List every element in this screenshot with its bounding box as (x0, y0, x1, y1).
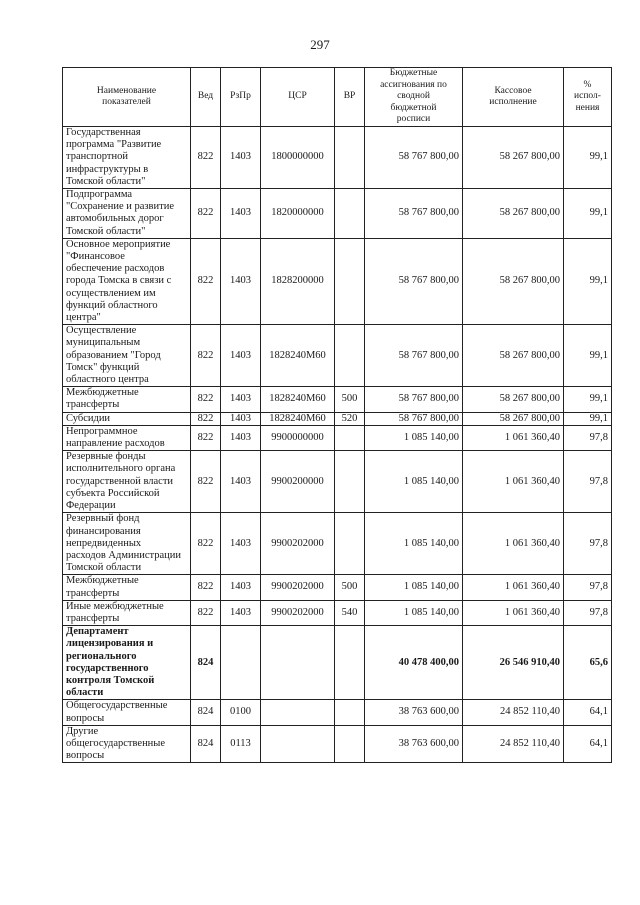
section-subsection-code: 1403 (221, 387, 261, 412)
target-article-code (261, 626, 335, 700)
header-execution-percent: % испол- нения (564, 68, 612, 127)
header-target-article-code: ЦСР (261, 68, 335, 127)
execution-percent-value: 99,1 (564, 189, 612, 239)
budget-allocation-value: 1 085 140,00 (365, 425, 463, 450)
page-number: 297 (310, 37, 330, 52)
department-code: 824 (191, 725, 221, 763)
table-row (63, 600, 612, 625)
expense-type-code: 500 (335, 387, 365, 412)
header-cash-execution: Кассовое исполнение (463, 68, 564, 127)
execution-percent-value: 97,8 (564, 451, 612, 513)
target-article-code: 1828240М60 (261, 325, 335, 387)
budget-allocation-value: 58 767 800,00 (365, 238, 463, 324)
table-body (63, 127, 612, 763)
department-code: 824 (191, 700, 221, 725)
section-subsection-code: 1403 (221, 513, 261, 575)
cash-execution-value: 1 061 360,40 (463, 575, 564, 600)
section-subsection-code: 1403 (221, 238, 261, 324)
budget-allocation-value: 58 767 800,00 (365, 325, 463, 387)
cash-execution-value: 58 267 800,00 (463, 325, 564, 387)
indicator-name: Общегосударственные вопросы (63, 700, 191, 725)
table-row (63, 189, 612, 239)
target-article-code (261, 700, 335, 725)
expense-type-code (335, 189, 365, 239)
budget-allocation-value: 38 763 600,00 (365, 700, 463, 725)
table-row (63, 725, 612, 763)
target-article-code: 1800000000 (261, 127, 335, 189)
execution-percent-value: 99,1 (564, 238, 612, 324)
indicator-name: Межбюджетные трансферты (63, 575, 191, 600)
expense-type-code (335, 238, 365, 324)
expense-type-code (335, 626, 365, 700)
department-code: 822 (191, 387, 221, 412)
section-subsection-code: 1403 (221, 575, 261, 600)
indicator-name: Резервные фонды исполнительного органа государственной власти субъекта Российской Федерации (63, 451, 191, 513)
cash-execution-value: 58 267 800,00 (463, 189, 564, 239)
table-header (63, 68, 612, 127)
budget-allocation-value: 1 085 140,00 (365, 451, 463, 513)
budget-allocation-value: 1 085 140,00 (365, 513, 463, 575)
department-code: 822 (191, 189, 221, 239)
cash-execution-value: 1 061 360,40 (463, 451, 564, 513)
budget-allocation-value: 1 085 140,00 (365, 600, 463, 625)
section-subsection-code: 1403 (221, 600, 261, 625)
table-row (63, 451, 612, 513)
target-article-code: 9900000000 (261, 425, 335, 450)
department-code: 822 (191, 325, 221, 387)
expense-type-code: 520 (335, 412, 365, 425)
execution-percent-value: 99,1 (564, 387, 612, 412)
execution-percent-value: 64,1 (564, 700, 612, 725)
department-code: 822 (191, 451, 221, 513)
indicator-name: Подпрограмма "Сохранение и развитие автомобильных дорог Томской области" (63, 189, 191, 239)
section-subsection-code (221, 626, 261, 700)
table-row (63, 238, 612, 324)
execution-percent-value: 97,8 (564, 425, 612, 450)
execution-percent-value: 97,8 (564, 575, 612, 600)
indicator-name: Субсидии (63, 412, 191, 425)
budget-allocation-value: 58 767 800,00 (365, 412, 463, 425)
table-row (63, 325, 612, 387)
cash-execution-value: 24 852 110,40 (463, 700, 564, 725)
indicator-name: Резервный фонд финансирования непредвиденных расходов Администрации Томской области (63, 513, 191, 575)
expense-type-code (335, 513, 365, 575)
expense-type-code (335, 725, 365, 763)
indicator-name: Департамент лицензирования и регионального государственного контроля Томской области (63, 626, 191, 700)
target-article-code: 1820000000 (261, 189, 335, 239)
target-article-code: 9900200000 (261, 451, 335, 513)
target-article-code (261, 725, 335, 763)
indicator-name: Межбюджетные трансферты (63, 387, 191, 412)
indicator-name: Государственная программа "Развитие транспортной инфраструктуры в Томской области" (63, 127, 191, 189)
execution-percent-value: 99,1 (564, 412, 612, 425)
cash-execution-value: 24 852 110,40 (463, 725, 564, 763)
cash-execution-value: 58 267 800,00 (463, 387, 564, 412)
header-expense-type-code: ВР (335, 68, 365, 127)
cash-execution-value: 58 267 800,00 (463, 127, 564, 189)
expense-type-code: 500 (335, 575, 365, 600)
department-code: 822 (191, 600, 221, 625)
target-article-code: 1828200000 (261, 238, 335, 324)
header-section-subsection-code: РзПр (221, 68, 261, 127)
table-row (63, 575, 612, 600)
section-subsection-code: 1403 (221, 425, 261, 450)
budget-execution-table (62, 67, 612, 763)
execution-percent-value: 65,6 (564, 626, 612, 700)
header-department-code: Вед (191, 68, 221, 127)
execution-percent-value: 99,1 (564, 127, 612, 189)
expense-type-code (335, 325, 365, 387)
execution-percent-value: 97,8 (564, 513, 612, 575)
cash-execution-value: 58 267 800,00 (463, 238, 564, 324)
section-subsection-code: 1403 (221, 412, 261, 425)
indicator-name: Иные межбюджетные трансферты (63, 600, 191, 625)
section-subsection-code: 0100 (221, 700, 261, 725)
target-article-code: 9900202000 (261, 575, 335, 600)
department-code: 822 (191, 412, 221, 425)
table-row (63, 513, 612, 575)
target-article-code: 1828240М60 (261, 412, 335, 425)
budget-allocation-value: 58 767 800,00 (365, 189, 463, 239)
department-code: 822 (191, 575, 221, 600)
table-row (63, 387, 612, 412)
section-subsection-code: 0113 (221, 725, 261, 763)
expense-type-code (335, 127, 365, 189)
indicator-name: Другие общегосударственные вопросы (63, 725, 191, 763)
expense-type-code: 540 (335, 600, 365, 625)
indicator-name: Непрограммное направление расходов (63, 425, 191, 450)
budget-allocation-value: 58 767 800,00 (365, 387, 463, 412)
budget-allocation-value: 58 767 800,00 (365, 127, 463, 189)
table-row (63, 127, 612, 189)
indicator-name: Основное мероприятие "Финансовое обеспечение расходов города Томска в связи с осуществлением им функций областного центра" (63, 238, 191, 324)
indicator-name: Осуществление муниципальным образованием "Город Томск" функций областного центра (63, 325, 191, 387)
cash-execution-value: 1 061 360,40 (463, 425, 564, 450)
table-row (63, 700, 612, 725)
expense-type-code (335, 700, 365, 725)
cash-execution-value: 1 061 360,40 (463, 513, 564, 575)
target-article-code: 9900202000 (261, 513, 335, 575)
department-code: 822 (191, 513, 221, 575)
target-article-code: 1828240М60 (261, 387, 335, 412)
budget-allocation-value: 40 478 400,00 (365, 626, 463, 700)
table-row (63, 425, 612, 450)
cash-execution-value: 26 546 910,40 (463, 626, 564, 700)
expense-type-code (335, 451, 365, 513)
execution-percent-value: 99,1 (564, 325, 612, 387)
budget-allocation-value: 38 763 600,00 (365, 725, 463, 763)
expense-type-code (335, 425, 365, 450)
table-row (63, 626, 612, 700)
execution-percent-value: 64,1 (564, 725, 612, 763)
budget-allocation-value: 1 085 140,00 (365, 575, 463, 600)
cash-execution-value: 1 061 360,40 (463, 600, 564, 625)
target-article-code: 9900202000 (261, 600, 335, 625)
department-code: 822 (191, 425, 221, 450)
section-subsection-code: 1403 (221, 325, 261, 387)
department-code: 822 (191, 238, 221, 324)
header-indicator-name: Наименование показателей (63, 68, 191, 127)
department-code: 824 (191, 626, 221, 700)
section-subsection-code: 1403 (221, 127, 261, 189)
header-budget-allocation: Бюджетные ассигнования по сводной бюджетной росписи (365, 68, 463, 127)
execution-percent-value: 97,8 (564, 600, 612, 625)
table-row (63, 412, 612, 425)
cash-execution-value: 58 267 800,00 (463, 412, 564, 425)
department-code: 822 (191, 127, 221, 189)
section-subsection-code: 1403 (221, 451, 261, 513)
section-subsection-code: 1403 (221, 189, 261, 239)
header-row (63, 68, 612, 127)
